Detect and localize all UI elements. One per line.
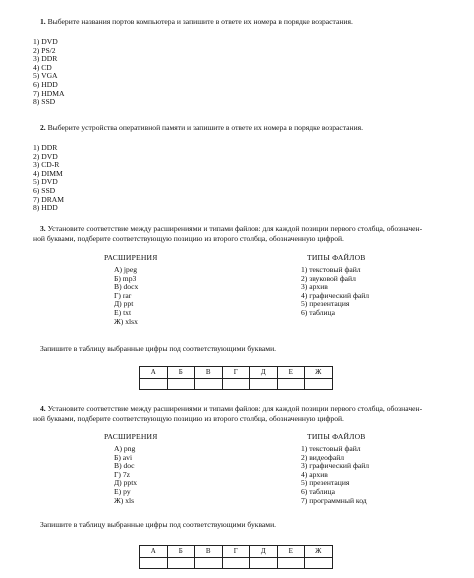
question-3-columns bbox=[104, 254, 404, 334]
option: 8) SSD bbox=[33, 97, 56, 107]
extensions-header: РАСШИРЕНИЯ bbox=[104, 432, 158, 441]
extension-item: Д) pptx bbox=[114, 478, 138, 488]
question-4-columns bbox=[104, 433, 404, 513]
file-type-item: 6) таблица bbox=[301, 307, 335, 317]
option: 5) DVD bbox=[33, 177, 58, 187]
answer-input-cell[interactable] bbox=[140, 378, 168, 390]
answer-input-cell[interactable] bbox=[140, 557, 168, 569]
extension-item: Г) rar bbox=[114, 290, 132, 300]
question-1-number: 1. bbox=[40, 17, 46, 26]
answer-letter-cell: В bbox=[195, 367, 223, 379]
question-4-prompt-line1: Установите соответствие между расширениями и типами файлов: для каждой позиции первого столбца, обозначен- bbox=[47, 404, 423, 413]
question-3-instruction: Запишите в таблицу выбранные цифры под соответствующими буквами. bbox=[40, 344, 277, 353]
option: 2) DVD bbox=[33, 151, 58, 161]
file-type-item: 2) видеофайл bbox=[301, 452, 345, 462]
answer-letter-cell: Г bbox=[222, 367, 250, 379]
answer-table-input-row bbox=[140, 557, 333, 569]
option: 1) DDR bbox=[33, 143, 58, 152]
answer-input-cell[interactable] bbox=[222, 557, 250, 569]
extension-item: А) png bbox=[114, 444, 136, 453]
extension-item: Ж) xlsx bbox=[114, 316, 138, 326]
question-2-number: 2. bbox=[40, 123, 46, 132]
option: 5) VGA bbox=[33, 71, 58, 81]
answer-letter-cell: Е bbox=[277, 546, 305, 558]
answer-input-cell[interactable] bbox=[277, 378, 305, 390]
question-3-number: 3. bbox=[40, 224, 46, 233]
option: 3) CD-R bbox=[33, 160, 60, 170]
question-4-number: 4. bbox=[40, 404, 46, 413]
answer-table-letters-row bbox=[140, 367, 333, 379]
question-4-answer-table bbox=[139, 545, 333, 569]
answer-letter-cell: А bbox=[140, 546, 168, 558]
file-type-item: 7) программный код bbox=[301, 495, 367, 505]
answer-input-cell[interactable] bbox=[222, 378, 250, 390]
answer-letter-cell: Д bbox=[250, 546, 278, 558]
question-1-prompt: Выберите названия портов компьютера и запишите в ответе их номера в порядке возрастания. bbox=[47, 17, 353, 26]
question-4-instruction: Запишите в таблицу выбранные цифры под соответствующими буквами. bbox=[40, 520, 277, 529]
answer-input-cell[interactable] bbox=[195, 378, 223, 390]
file-type-item: 1) текстовый файл bbox=[301, 265, 361, 274]
file-type-item: 5) презентация bbox=[301, 299, 350, 309]
file-types-header: ТИПЫ ФАЙЛОВ bbox=[307, 253, 366, 262]
answer-input-cell[interactable] bbox=[167, 378, 195, 390]
file-type-item: 4) архив bbox=[301, 469, 328, 479]
answer-letter-cell: Ж bbox=[305, 546, 333, 558]
option: 6) SSD bbox=[33, 185, 56, 195]
option: 6) HDD bbox=[33, 79, 58, 89]
answer-input-cell[interactable] bbox=[305, 378, 333, 390]
file-type-item: 2) звуковой файл bbox=[301, 273, 356, 283]
question-3-text bbox=[40, 225, 460, 234]
extension-item: В) doc bbox=[114, 461, 135, 471]
extensions-list bbox=[114, 266, 138, 326]
question-1-text bbox=[40, 18, 460, 27]
extension-item: А) jpeg bbox=[114, 265, 137, 274]
extension-item: Е) py bbox=[114, 486, 131, 496]
answer-table-letters-row bbox=[140, 546, 333, 558]
question-2-text bbox=[40, 124, 460, 133]
answer-letter-cell: В bbox=[195, 546, 223, 558]
question-4-prompt-line2: ной буквами, подберите соответствующую позицию из второго столбца, обозначенную цифрой. bbox=[33, 414, 344, 423]
file-type-item: 6) таблица bbox=[301, 486, 335, 496]
option: 7) DRAM bbox=[33, 194, 65, 204]
question-3-prompt-line1: Установите соответствие между расширениями и типами файлов: для каждой позиции первого столбца, обозначен- bbox=[47, 224, 423, 233]
option: 1) DVD bbox=[33, 37, 58, 46]
option: 8) HDD bbox=[33, 203, 58, 213]
answer-input-cell[interactable] bbox=[250, 557, 278, 569]
answer-input-cell[interactable] bbox=[305, 557, 333, 569]
option: 7) HDMA bbox=[33, 88, 65, 98]
answer-input-cell[interactable] bbox=[167, 557, 195, 569]
question-2-prompt: Выберите устройства оперативной памяти и запишите в ответе их номера в порядке возрастания. bbox=[47, 123, 364, 132]
answer-input-cell[interactable] bbox=[250, 378, 278, 390]
question-3-prompt-line2: ной буквами, подберите соответствующую позицию из второго столбца, обозначенную цифрой. bbox=[33, 234, 344, 243]
answer-letter-cell: Б bbox=[167, 367, 195, 379]
file-type-item: 4) графический файл bbox=[301, 290, 370, 300]
option: 4) DIMM bbox=[33, 168, 63, 178]
file-types-list bbox=[301, 266, 369, 318]
extension-item: Г) 7z bbox=[114, 469, 130, 479]
option: 3) DDR bbox=[33, 54, 58, 64]
answer-letter-cell: Б bbox=[167, 546, 195, 558]
file-types-header: ТИПЫ ФАЙЛОВ bbox=[307, 432, 366, 441]
extension-item: Е) txt bbox=[114, 307, 132, 317]
file-type-item: 3) архив bbox=[301, 282, 328, 292]
extension-item: Ж) xls bbox=[114, 495, 135, 505]
extension-item: В) docx bbox=[114, 282, 139, 292]
file-types-list bbox=[301, 445, 369, 505]
option: 4) CD bbox=[33, 62, 52, 72]
extension-item: Б) mp3 bbox=[114, 273, 137, 283]
answer-table-input-row bbox=[140, 378, 333, 390]
option: 2) PS/2 bbox=[33, 45, 56, 55]
question-3-answer-table bbox=[139, 366, 333, 390]
file-type-item: 5) презентация bbox=[301, 478, 350, 488]
question-2-options bbox=[33, 144, 64, 213]
answer-letter-cell: А bbox=[140, 367, 168, 379]
file-type-item: 3) графический файл bbox=[301, 461, 370, 471]
question-1-options bbox=[33, 38, 64, 107]
question-4-text bbox=[40, 405, 460, 414]
answer-letter-cell: Е bbox=[277, 367, 305, 379]
answer-input-cell[interactable] bbox=[195, 557, 223, 569]
extensions-header: РАСШИРЕНИЯ bbox=[104, 253, 158, 262]
file-type-item: 1) текстовый файл bbox=[301, 444, 361, 453]
extensions-list bbox=[114, 445, 137, 505]
answer-letter-cell: Ж bbox=[305, 367, 333, 379]
answer-letter-cell: Д bbox=[250, 367, 278, 379]
extension-item: Д) ppt bbox=[114, 299, 134, 309]
answer-letter-cell: Г bbox=[222, 546, 250, 558]
answer-input-cell[interactable] bbox=[277, 557, 305, 569]
extension-item: Б) avi bbox=[114, 452, 133, 462]
